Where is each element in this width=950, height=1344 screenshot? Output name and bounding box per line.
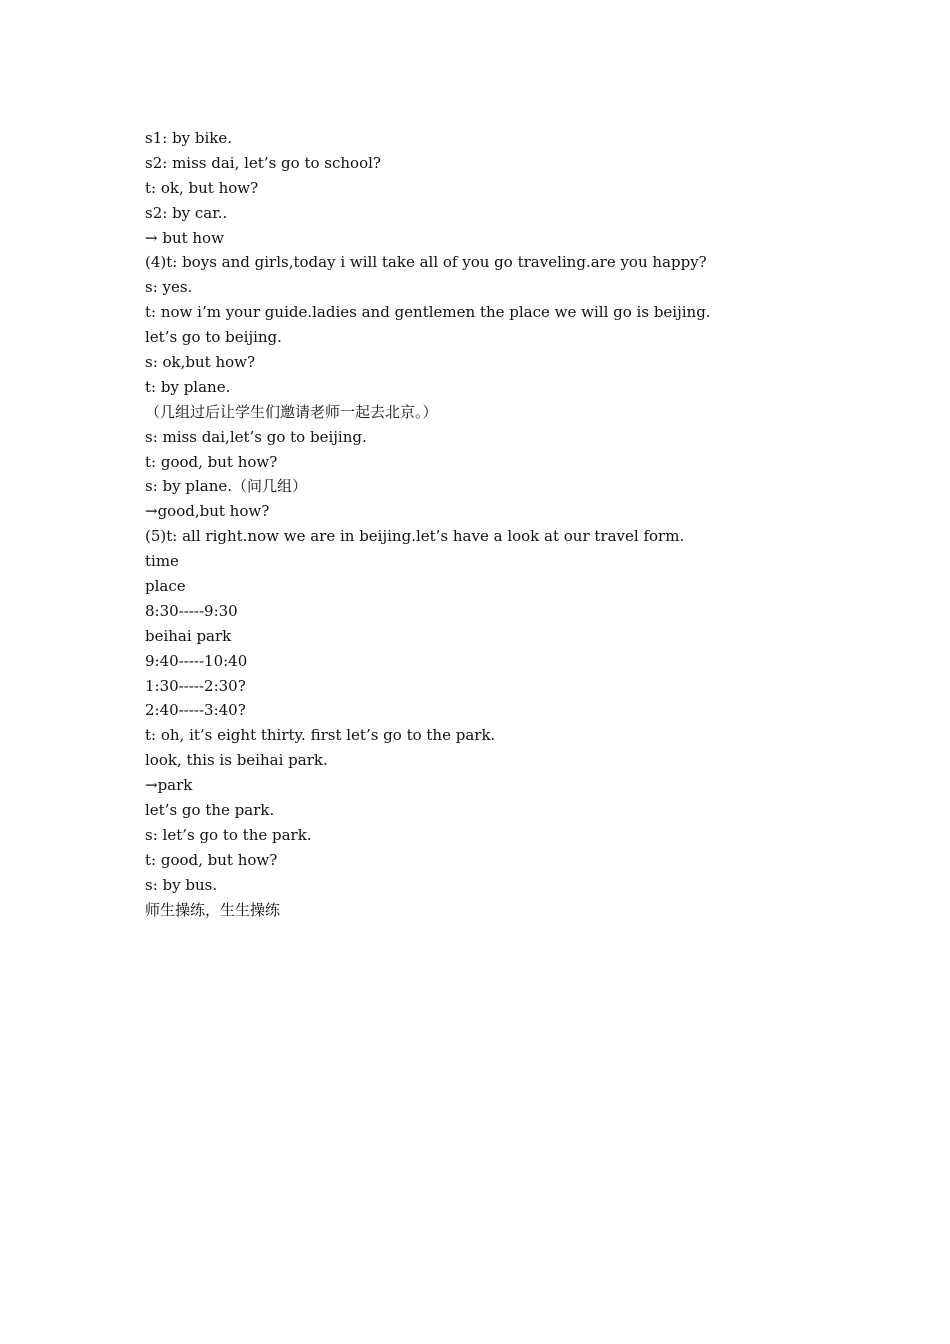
- text-line: → but how: [145, 228, 224, 247]
- document-body: [145, 126, 845, 923]
- text-line: t: good, but how?: [145, 850, 278, 869]
- text-line: (5)t: all right.now we are in beijing.let’s have a look at our travel form.: [145, 527, 685, 546]
- text-line: 9:40-----10:40: [145, 651, 248, 670]
- text-line: s: by bus.: [145, 875, 218, 894]
- text-line: s: yes.: [145, 278, 193, 297]
- text-line: 师生操练，生生操练: [145, 900, 281, 919]
- text-line: t: oh, it’s eight thirty. first let’s go to the park.: [145, 726, 496, 745]
- text-line: beihai park: [145, 626, 232, 645]
- text-line: (4)t: boys and girls,today i will take all of you go traveling.are you happy?: [145, 253, 707, 272]
- text-line: s: miss dai,let’s go to beijing.: [145, 427, 367, 446]
- text-line: s1: by bike.: [145, 129, 233, 147]
- text-line: t: by plane.: [145, 377, 231, 396]
- text-line: 2:40-----3:40?: [145, 701, 246, 720]
- text-line: t: now i’m your guide.ladies and gentlemen the place we will go is beijing.: [145, 303, 711, 322]
- text-line: →park: [145, 776, 193, 795]
- text-line: let’s go to beijing.: [145, 328, 282, 347]
- text-line: 8:30-----9:30: [145, 601, 238, 620]
- text-line: s: by plane.（问几组）: [145, 477, 308, 496]
- text-line: s2: miss dai, let’s go to school?: [145, 153, 381, 172]
- text-line: s: let’s go to the park.: [145, 825, 312, 844]
- text-line: s: ok,but how?: [145, 353, 256, 372]
- text-line: s2: by car..: [145, 203, 228, 222]
- text-line: t: ok, but how?: [145, 178, 259, 197]
- text-line: 1:30-----2:30?: [145, 676, 246, 695]
- text-line: （几组过后让学生们邀请老师一起去北京。）: [145, 402, 438, 421]
- text-line: look, this is beihai park.: [145, 751, 328, 770]
- text-line: place: [145, 577, 186, 596]
- text-line: →good,but how?: [145, 502, 270, 521]
- text-line: let’s go the park.: [145, 801, 275, 820]
- text-line: t: good, but how?: [145, 452, 278, 471]
- text-line: time: [145, 552, 179, 571]
